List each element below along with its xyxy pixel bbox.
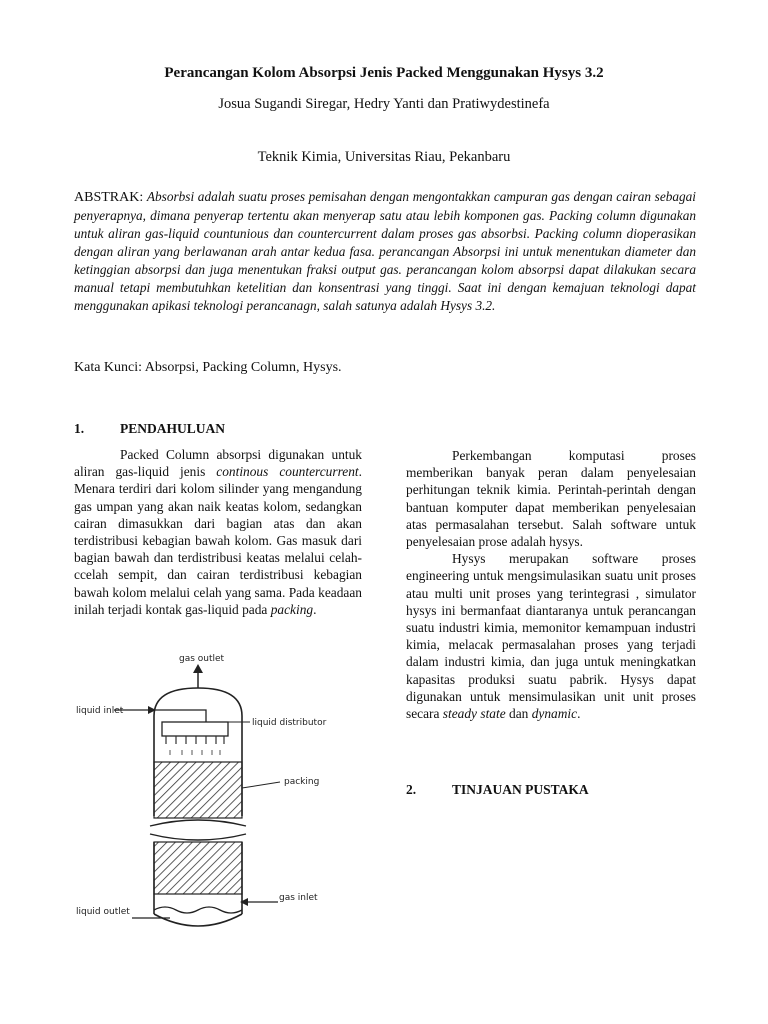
p3-text-a: Hysys merupakan software proses engineering untuk mengsimulasikan suatu unit proses atau multi unit proses yang terintegrasi , simulator hysys ini bermanfaat diantaranya untuk perancangan suatu industri kimia, memonitor kemampuan industri kimia, melacak permasalahan proses yang terjadi dalam industri kimia, dan juga untuk meningkatkan kapasitas produksi suatu pabrik. Hysys dapat digunakan untuk mensimulasikan unit unit proses secara [406,551,696,722]
intro-paragraph-1 [74,446,362,618]
liquid-drops [170,750,220,755]
p3-text-d: dynamic [531,706,578,722]
abstract-label: ABSTRAK: [74,190,144,205]
section-1-title: PENDAHULUAN [120,421,226,436]
intro-paragraph-3 [406,550,696,722]
intro-paragraph-2: Perkembangan komputasi proses memberikan banyak peran dalam penyelesaian perhitungan teknik kimia. Perintah-perintah dengan bantuan komputer dapat memberikan penyelesaian atas permasalahan tersebut. Salah software untuk penyelesaian prose adalah hysys. [406,448,696,550]
abstract [74,188,696,315]
column-left [74,446,362,618]
p3-text-c: dan [505,706,532,722]
p3-text-b: steady state [442,706,506,722]
paper-title: Perancangan Kolom Absorpsi Jenis Packed Menggunakan Hysys 3.2 [164,65,604,81]
column-right [406,447,696,722]
section-2-number: 2. [406,782,417,797]
section-1-number: 1. [74,421,85,436]
packing-leader [242,782,280,788]
packing-label: packing [284,777,320,787]
liquid-level [154,907,242,913]
abstract-text: Absorbsi adalah suatu proses pemisahan dengan mengontakkan campuran gas dengan cairan sebagai penyerapnya, dimana penyerap tertentu akan menyerap satu atau lebih komponen gas. Packing column digunakan untuk aliran gas-liquid countunious dan countercurrent dalam proses gas absorbsi. Packing column dioperasikan dengan aliran yang berlawanan arah antar kedua fasa. perancangan Absorpsi ini untuk menentukan diameter dan ketinggian absorpsi dan juga menentukan fraksi output gas. perancangan kolom absorpsi dapat dilakukan secara manual tetapi membutuhkan ketelitian dan konsentrasi yang tinggi. Saat ini dengan kemajuan teknologi dapat menggunakan apikasi teknologi perancanagn, salah satunya adalah Hysys 3.2. [74,189,697,313]
paper-affiliation: Teknik Kimia, Universitas Riau, Pekanbaru [257,149,511,165]
packed-column-figure [74,646,346,934]
break-line-bottom [150,834,246,840]
p3-text-e: . [577,706,581,722]
p1-text-d: packing [270,601,314,617]
packing-bed-lower [154,842,242,894]
break-line-top [150,820,246,826]
packed-column-diagram [74,646,346,934]
liquid-outlet-label: liquid outlet [76,907,130,917]
distributor-drips [166,736,224,744]
section-2-heading [406,782,589,798]
p1-text-c: . Menara terdiri dari kolom silinder yang mengandung gas umpan yang akan naik keatas kolom, sedangkan cairan dimasukkan dari bagian atas dan akan terdistribusi kebagian bawah kolom. Gas masuk dari bagian bawah dan terdistribusi keatas melalui celah-ccelah sempit, dan cairan terdistribusi kebagian bawah kolom melalui celah yang sama. Pada keadaan inilah terjadi kontak gas-liquid pada [74,464,363,617]
liquid-distributor [162,722,228,736]
column-top-dome [154,688,242,716]
gas-inlet-label: gas inlet [279,893,318,903]
gas-outlet-arrow-icon [193,664,203,673]
p1-text-a: Packed Column absorpsi digunakan untuk aliran gas-liquid jenis [74,447,362,480]
liquid-inlet-label: liquid inlet [76,706,124,716]
column-bottom-dome [154,914,242,926]
distributor-feed [154,710,206,722]
section-2-title: TINJAUAN PUSTAKA [452,782,589,797]
section-1-heading [74,421,225,437]
liquid-distributor-label: liquid distributor [252,718,327,728]
paper-authors: Josua Sugandi Siregar, Hedry Yanti dan Pratiwydestinefa [218,96,550,112]
p1-text-e: . [313,601,317,617]
gas-outlet-label: gas outlet [179,654,225,664]
keywords: Kata Kunci: Absorpsi, Packing Column, Hysys. [74,360,342,375]
packing-bed-upper [154,762,242,818]
p1-text-b: continous countercurrent [216,464,359,480]
